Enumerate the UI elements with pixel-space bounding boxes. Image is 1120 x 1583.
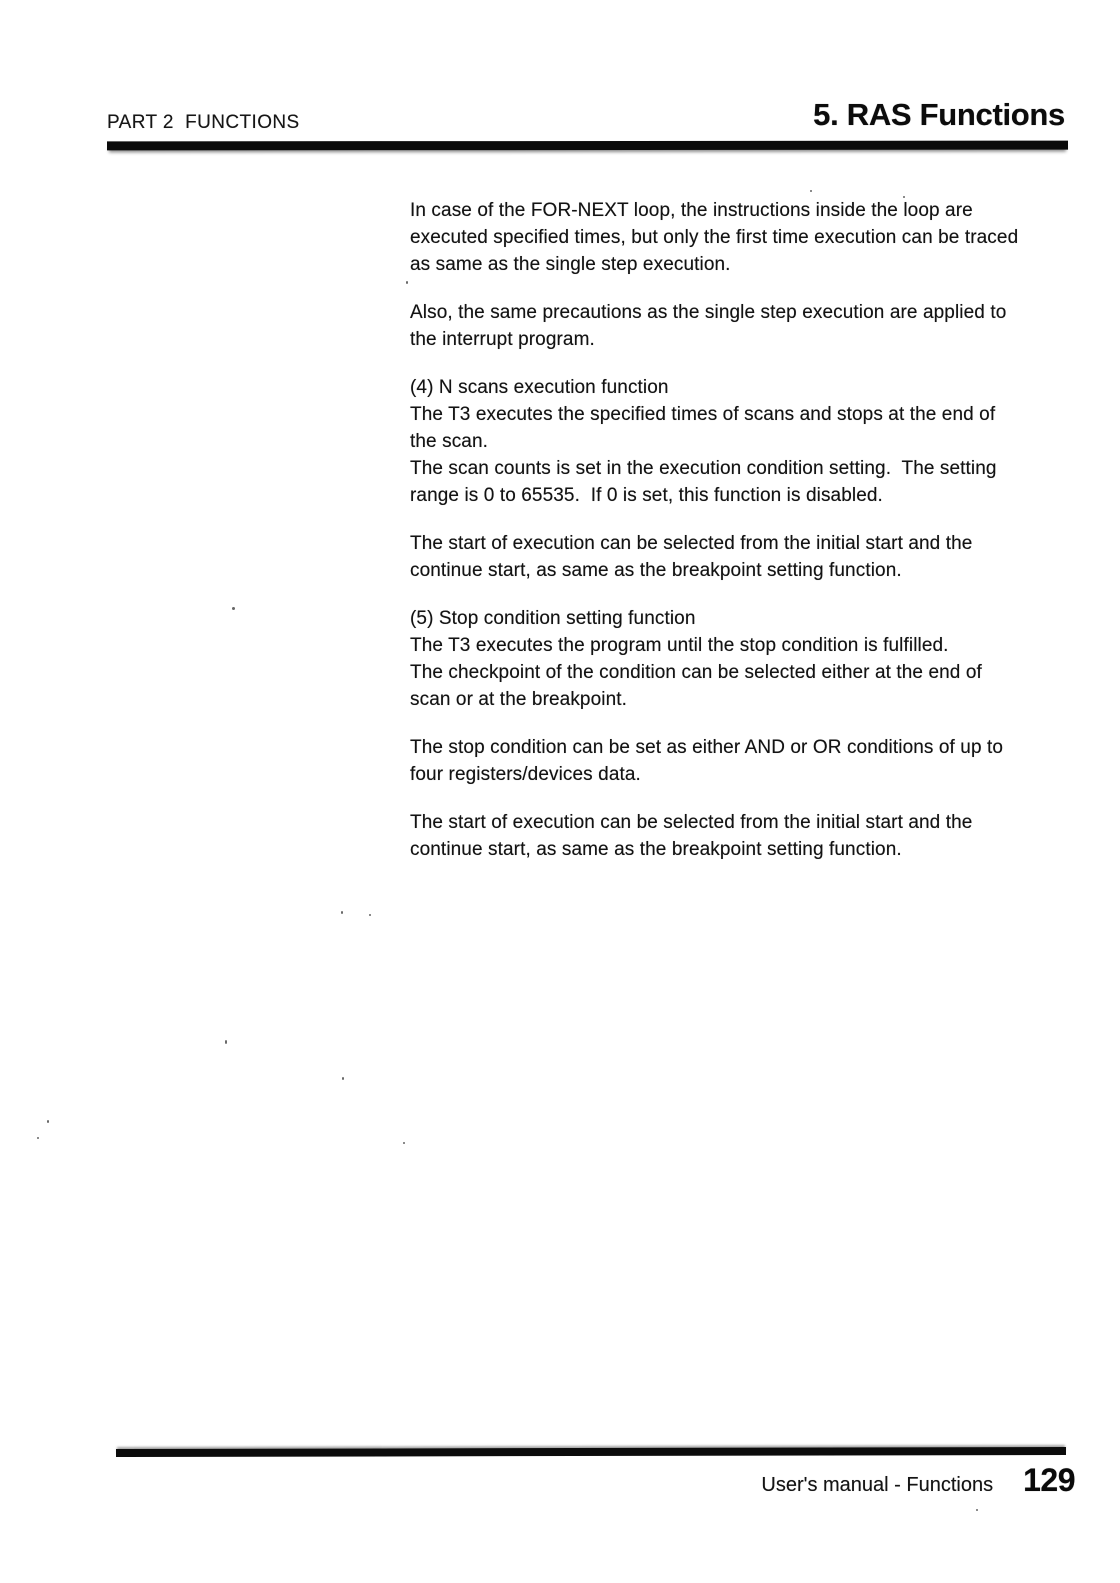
text-line: The T3 executes the specified times of scans and stops at the end of: [410, 404, 996, 425]
paragraph-n-scans: [410, 374, 1090, 509]
footer: [761, 1462, 1075, 1499]
text-line: scan or at the breakpoint.: [410, 689, 628, 710]
body-text: [410, 197, 1090, 884]
page-number: 129: [1023, 1462, 1075, 1498]
scan-speck: [341, 911, 343, 914]
scan-speck: [37, 1137, 39, 1139]
text-line: Also, the same precautions as the single step execution are applied to: [410, 302, 1007, 323]
text-line: The T3 executes the program until the stop condition is fulfilled.: [410, 635, 949, 656]
scan-speck: [903, 196, 905, 198]
scan-speck: [406, 281, 408, 284]
footer-rule: [116, 1447, 1066, 1457]
text-line: The scan counts is set in the execution condition setting. The setting: [410, 458, 997, 479]
footer-manual-label: User's manual - Functions: [761, 1474, 994, 1496]
text-line: In case of the FOR-NEXT loop, the instructions inside the loop are: [410, 200, 973, 221]
text-line: The stop condition can be set as either AND or OR conditions of up to: [410, 737, 1004, 758]
text-line: executed specified times, but only the first time execution can be traced: [410, 227, 1019, 248]
paragraph: [410, 299, 1090, 353]
text-line: the interrupt program.: [410, 329, 595, 350]
header-rule: [107, 141, 1068, 151]
paragraph: [410, 197, 1090, 278]
scan-speck: [976, 1509, 978, 1511]
text-line: (5) Stop condition setting function: [410, 608, 696, 629]
paragraph: [410, 734, 1090, 788]
text-line: The start of execution can be selected from the initial start and the: [410, 812, 973, 833]
text-line: range is 0 to 65535. If 0 is set, this function is disabled.: [410, 485, 883, 506]
scan-speck: [342, 1077, 344, 1080]
text-line: The checkpoint of the condition can be selected either at the end of: [410, 662, 982, 683]
text-line: (4) N scans execution function: [410, 377, 669, 398]
header-part-label: PART 2 FUNCTIONS: [107, 112, 300, 133]
chapter-title: 5. RAS Functions: [813, 97, 1065, 132]
scan-speck: [810, 190, 812, 192]
text-line: continue start, as same as the breakpoint setting function.: [410, 839, 902, 860]
paragraph-stop-condition: [410, 605, 1090, 713]
text-line: continue start, as same as the breakpoint setting function.: [410, 560, 902, 581]
scan-speck: [369, 914, 371, 916]
text-line: The start of execution can be selected from the initial start and the: [410, 533, 973, 554]
text-line: as same as the single step execution.: [410, 254, 731, 275]
text-line: the scan.: [410, 431, 489, 452]
paragraph: [410, 809, 1090, 863]
scan-speck: [47, 1120, 49, 1123]
text-line: four registers/devices data.: [410, 764, 641, 785]
scan-speck: [403, 1142, 405, 1144]
scan-speck: [232, 607, 235, 610]
paragraph: [410, 530, 1090, 584]
scan-speck: [225, 1040, 227, 1044]
